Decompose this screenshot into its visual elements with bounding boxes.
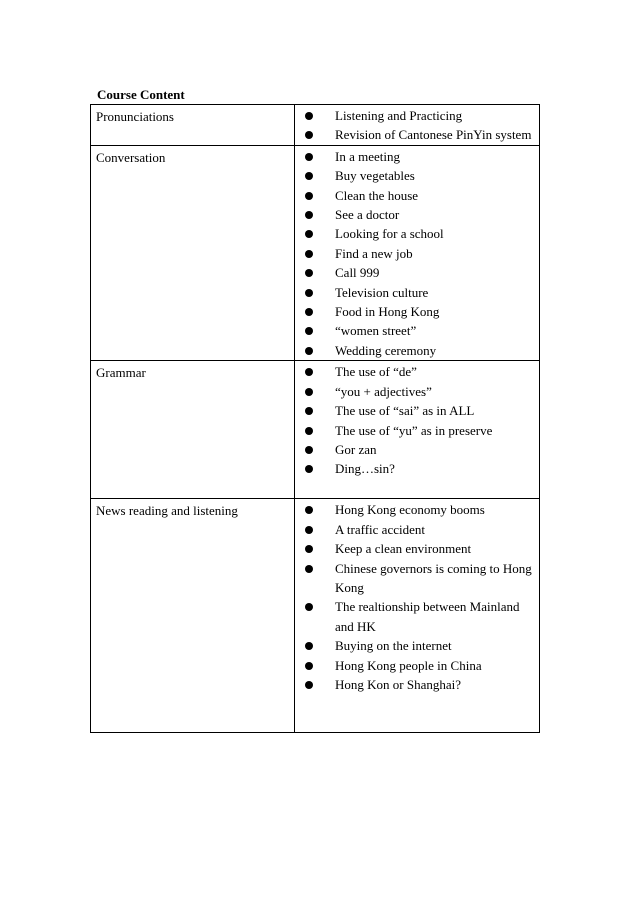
table-row-news (91, 499, 540, 733)
bullet-list (305, 362, 535, 478)
list-item-text: The use of “sai” as in ALL (335, 403, 475, 419)
bullet-icon (305, 192, 313, 200)
bullet-list (305, 500, 535, 694)
course-content-table (90, 104, 540, 733)
page-title: Course Content (97, 87, 185, 102)
bullet-icon (305, 211, 313, 219)
list-item (305, 559, 535, 598)
list-item-text: Listening and Practicing (335, 108, 463, 123)
list-item (305, 205, 535, 224)
list-item-text: Hong Kon or Shanghai? (335, 676, 462, 692)
list-item-text: The use of “yu” as in preserve (335, 422, 493, 438)
bullet-icon (305, 465, 313, 473)
list-item (305, 675, 535, 694)
list-item-text: In a meeting (335, 148, 400, 164)
list-item (305, 636, 535, 655)
list-item-text: Hong Kong people in China (335, 657, 482, 673)
list-item (305, 263, 535, 282)
items-cell (295, 499, 540, 733)
bullet-icon (305, 308, 313, 316)
list-item-text: The use of “de” (335, 364, 417, 380)
list-item (305, 106, 535, 125)
list-item-text: Revision of Cantonese PinYin system (335, 127, 532, 143)
list-item (305, 421, 535, 440)
list-item-text: Food in Hong Kong (335, 304, 440, 320)
bullet-icon (305, 112, 313, 120)
bullet-icon (305, 172, 313, 180)
bullet-icon (305, 681, 313, 689)
list-item (305, 597, 535, 636)
bullet-icon (305, 289, 313, 297)
items-cell (295, 361, 540, 499)
list-item-text: Buying on the internet (335, 638, 452, 654)
bullet-icon (305, 230, 313, 238)
list-item (305, 186, 535, 205)
bullet-list (305, 147, 535, 360)
list-item (305, 362, 535, 381)
list-item-text: Wedding ceremony (335, 342, 437, 358)
list-item-text: “women street” (335, 323, 417, 339)
list-item-text: The realtionship between Mainland and HK (335, 599, 520, 634)
bullet-icon (305, 603, 313, 611)
list-item (305, 656, 535, 675)
list-item (305, 224, 535, 243)
items-cell (295, 105, 540, 146)
bullet-icon (305, 407, 313, 415)
bullet-list (305, 106, 535, 145)
bullet-icon (305, 327, 313, 335)
list-item-text: Hong Kong economy booms (335, 502, 485, 518)
list-item-text: Keep a clean environment (335, 541, 472, 557)
list-item (305, 440, 535, 459)
bullet-icon (305, 662, 313, 670)
list-item-text: “you + adjectives” (335, 383, 432, 399)
bullet-icon (305, 131, 313, 139)
table-row-pronunciations (91, 105, 540, 146)
list-item-text: Clean the house (335, 187, 419, 203)
list-item-text: A traffic accident (335, 521, 425, 537)
bullet-icon (305, 642, 313, 650)
items-cell (295, 145, 540, 360)
list-item-text: Ding…sin? (335, 461, 395, 477)
list-item-text: Television culture (335, 284, 429, 300)
list-item (305, 520, 535, 539)
list-item (305, 321, 535, 340)
bullet-icon (305, 269, 313, 277)
table-row-grammar (91, 361, 540, 499)
bullet-icon (305, 388, 313, 396)
list-item-text: Chinese governors is coming to Hong Kong (335, 560, 532, 595)
list-item-text: Call 999 (335, 265, 380, 281)
list-item-text: Looking for a school (335, 226, 444, 242)
bullet-icon (305, 565, 313, 573)
list-item-text: Buy vegetables (335, 168, 415, 184)
bullet-icon (305, 153, 313, 161)
bullet-icon (305, 506, 313, 514)
topic-cell: Grammar (91, 361, 295, 499)
list-item (305, 283, 535, 302)
list-item (305, 401, 535, 420)
list-item (305, 539, 535, 558)
list-item (305, 500, 535, 519)
list-item-text: Find a new job (335, 245, 413, 261)
list-item (305, 341, 535, 360)
list-item (305, 166, 535, 185)
list-item-text: See a doctor (335, 207, 400, 223)
bullet-icon (305, 446, 313, 454)
list-item (305, 147, 535, 166)
bullet-icon (305, 368, 313, 376)
bullet-icon (305, 545, 313, 553)
bullet-icon (305, 347, 313, 355)
list-item (305, 302, 535, 321)
bullet-icon (305, 526, 313, 534)
list-item (305, 382, 535, 401)
list-item (305, 459, 535, 478)
list-item (305, 125, 535, 144)
bullet-icon (305, 427, 313, 435)
list-item-text: Gor zan (335, 441, 377, 457)
topic-cell: Conversation (91, 145, 295, 360)
bullet-icon (305, 250, 313, 258)
topic-cell: Pronunciations (91, 105, 295, 146)
topic-cell: News reading and listening (91, 499, 295, 733)
list-item (305, 244, 535, 263)
table-row-conversation (91, 145, 540, 360)
